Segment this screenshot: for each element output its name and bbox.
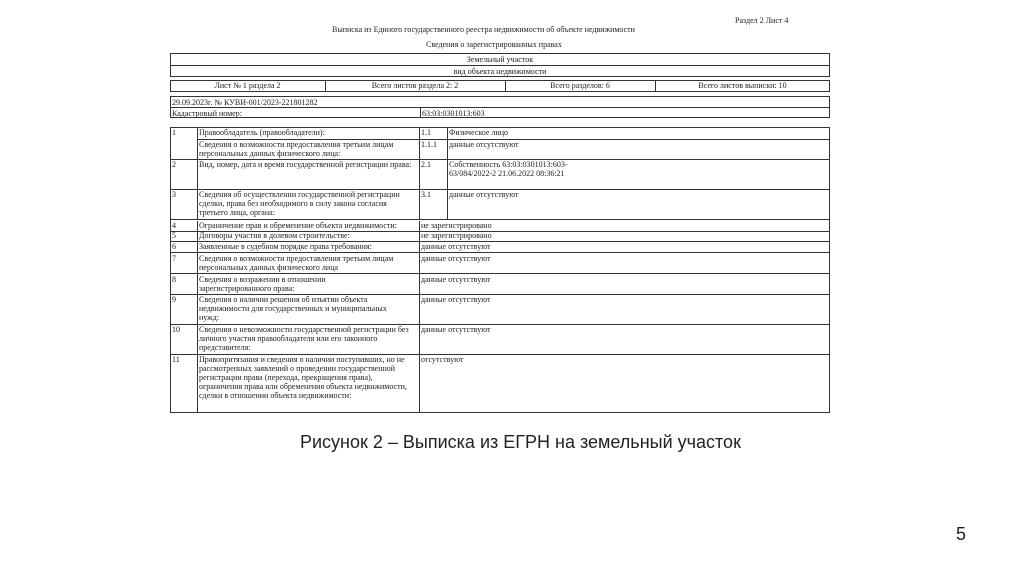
page-number: 5 bbox=[956, 524, 967, 544]
row-value: не зарегистрировано bbox=[421, 221, 492, 230]
row-value: данные отсутствуют bbox=[421, 325, 491, 334]
document-subtitle: Сведения о зарегистрированных правах bbox=[426, 40, 562, 49]
row-value: отсутствуют bbox=[421, 355, 464, 364]
row-value: Физическое лицо bbox=[449, 128, 509, 137]
row-value: данные отсутствуют bbox=[421, 254, 491, 263]
object-type-value: Земельный участок bbox=[466, 55, 534, 64]
row-value: Собственность 63:03:0301013:603-63/084/2022-2 21.06.2022 08:36:21 bbox=[449, 160, 568, 178]
table-row bbox=[170, 324, 830, 354]
document-title: Выписка из Единого государственного реестра недвижимости об объекте недвижимости bbox=[332, 25, 635, 34]
row-number: 5 bbox=[172, 231, 176, 240]
row-number: 7 bbox=[172, 254, 176, 263]
row-number: 3 bbox=[172, 190, 176, 199]
table-row bbox=[170, 221, 830, 231]
table-row bbox=[170, 189, 830, 219]
doc-number: 29.09.2023г. № КУВИ-001/2023-221801282 bbox=[172, 98, 318, 107]
row-label: Сведения о возражении в отношении зарегистрированного права: bbox=[199, 275, 326, 293]
table-row bbox=[170, 159, 830, 189]
table-row bbox=[170, 231, 830, 241]
cadastral-value: 63:03:0301013:603 bbox=[422, 109, 485, 118]
row-value: данные отсутствуют bbox=[421, 295, 491, 304]
row-number: 1 bbox=[172, 128, 176, 137]
row-number: 2 bbox=[172, 160, 176, 169]
sections-count: Всего разделов: 6 bbox=[550, 81, 610, 90]
row-sub-number: 3.1 bbox=[421, 190, 431, 199]
row-number: 11 bbox=[172, 355, 180, 364]
row-label: Сведения о возможности предоставления третьим лицам персональных данных физического лица: bbox=[199, 140, 394, 158]
row-label: Вид, номер, дата и время государственной регистрации права: bbox=[199, 160, 412, 169]
table-row bbox=[170, 253, 830, 273]
figure-caption: Рисунок 2 – Выписка из ЕГРН на земельный участок bbox=[300, 432, 741, 452]
table-row bbox=[170, 139, 830, 159]
table-row bbox=[170, 354, 830, 413]
row-label: Сведения о возможности предоставления третьим лицам персональных данных физического лица bbox=[199, 254, 394, 272]
table-row bbox=[170, 127, 830, 139]
row-label: Правопритязания и сведения о наличии поступивших, но не рассмотренных заявлений о проведении государственной регистрации права (перехода, прекращения права), ограничения права или обременения объекта недвижимости, сделки в отношении объекта недвижимости: bbox=[199, 355, 407, 400]
row-value: данные отсутствуют bbox=[449, 190, 519, 199]
row-value: не зарегистрировано bbox=[421, 231, 492, 240]
table-row bbox=[170, 274, 830, 294]
row-value: данные отсутствуют bbox=[449, 140, 519, 149]
object-type-label: вид объекта недвижимости bbox=[453, 67, 547, 76]
row-label: Сведения о наличии решения об изъятии объекта недвижимости для государственных и муниципальных нужд: bbox=[199, 295, 387, 322]
row-label: Заявленные в судебном порядке права требования: bbox=[199, 242, 372, 251]
row-sub-number: 1.1 bbox=[421, 128, 431, 137]
row-label: Сведения о невозможности государственной регистрации без личного участия правообладателя или его законного представителя: bbox=[199, 325, 409, 352]
sheet-number: Лист № 1 раздела 2 bbox=[214, 81, 281, 90]
row-label: Сведения об осуществлении государственной регистрации сделки, права без необходимого в силу закона согласия третьего лица, органа: bbox=[199, 190, 400, 217]
section-sheet-label: Раздел 2 Лист 4 bbox=[735, 16, 789, 25]
row-label: Договоры участия в долевом строительстве: bbox=[199, 231, 350, 240]
table-row bbox=[170, 242, 830, 252]
total-sheets-count: Всего листов выписки: 10 bbox=[698, 81, 787, 90]
row-value: данные отсутствуют bbox=[421, 242, 491, 251]
row-label: Правообладатель (правообладатели): bbox=[199, 128, 325, 137]
row-number: 6 bbox=[172, 242, 176, 251]
row-value: данные отсутствуют bbox=[421, 275, 491, 284]
row-sub-number: 1.1.1 bbox=[421, 140, 437, 149]
row-label: Ограничение прав и обременение объекта недвижимости: bbox=[199, 221, 397, 230]
row-number: 4 bbox=[172, 221, 176, 230]
row-sub-number: 2.1 bbox=[421, 160, 431, 169]
cadastral-label: Кадастровый номер: bbox=[172, 109, 242, 118]
row-number: 8 bbox=[172, 275, 176, 284]
section-sheets-count: Всего листов раздела 2: 2 bbox=[371, 81, 459, 90]
row-number: 9 bbox=[172, 295, 176, 304]
table-row bbox=[170, 294, 830, 324]
row-number: 10 bbox=[172, 325, 180, 334]
